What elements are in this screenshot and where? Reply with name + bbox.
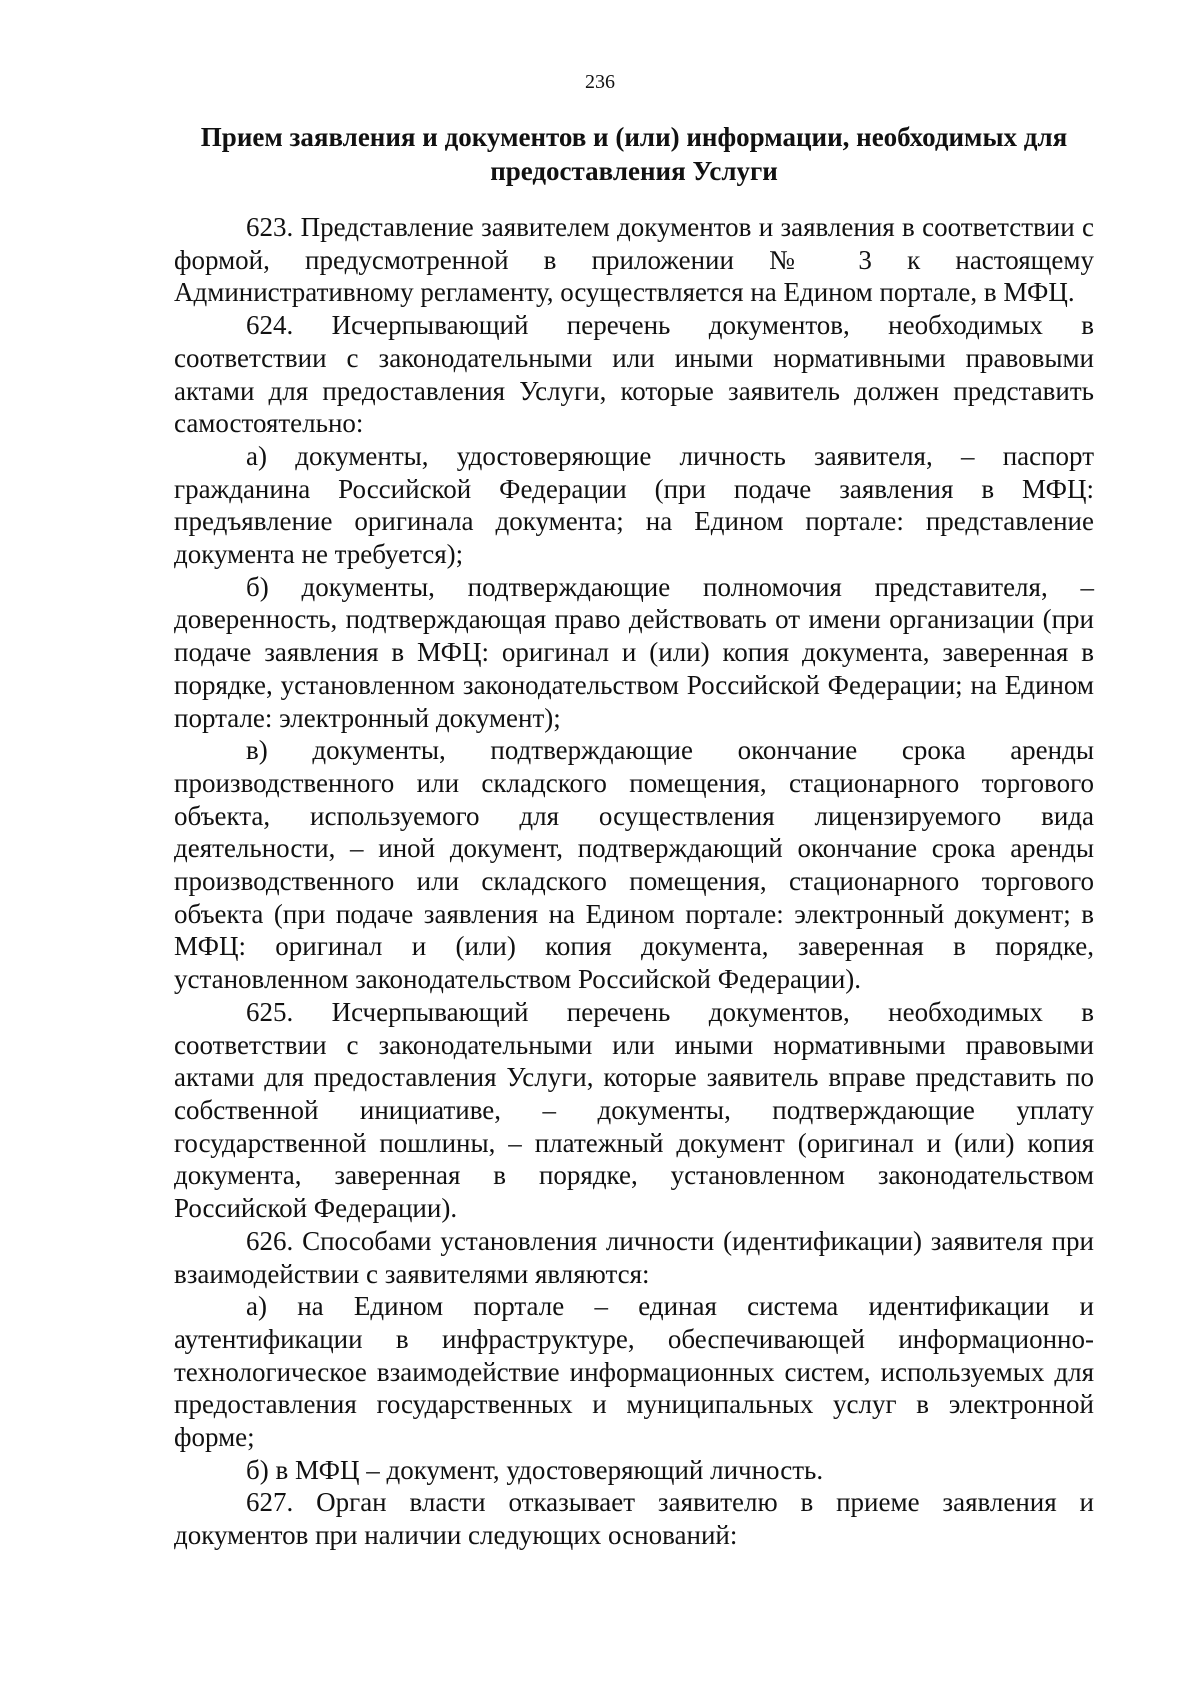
- paragraph-626: 626. Способами установления личности (идентификации) заявителя при взаимодействии с заявителями являются:: [174, 1225, 1094, 1289]
- paragraph-623: 623. Представление заявителем документов и заявления в соответствии с формой, предусмотренной в приложении № 3 к настоящему Административному регламенту, осуществляется на Едином портале, в МФЦ.: [174, 212, 1094, 308]
- section-title: Прием заявления и документов и (или) информации, необходимых для предоставления Услуги: [200, 122, 1068, 186]
- paragraph-624: 624. Исчерпывающий перечень документов, необходимых в соответствии с законодательными или иными нормативными правовыми актами для предоставления Услуги, которые заявитель должен представить самостоятельно:: [174, 310, 1094, 439]
- paragraph-626-a: а) на Едином портале – единая система идентификации и аутентификации в инфраструктуре, обеспечивающей информационно-технологическое взаимодействие информационных систем, используемых для предоставления государственных и муниципальных услуг в электронной форме;: [174, 1291, 1094, 1453]
- paragraph-625: 625. Исчерпывающий перечень документов, необходимых в соответствии с законодательными или иными нормативными правовыми актами для предоставления Услуги, которые заявитель вправе представить по собственной инициативе, – документы, подтверждающие уплату государственной пошлины, – платежный документ (оригинал и (или) копия документа, заверенная в порядке, установленном законодательством Российской Федерации).: [174, 996, 1094, 1224]
- page-number: 236: [585, 71, 615, 93]
- document-body: [174, 211, 1094, 1552]
- paragraph-624-a: а) документы, удостоверяющие личность заявителя, – паспорт гражданина Российской Федерации (при подаче заявления в МФЦ: предъявление оригинала документа; на Едином портале: представление документа не требуется);: [174, 440, 1094, 570]
- paragraph-626-b: б) в МФЦ – документ, удостоверяющий личность.: [246, 1454, 824, 1485]
- paragraph-624-v: в) документы, подтверждающие окончание срока аренды производственного или складского помещения, стационарного торгового объекта, используемого для осуществления лицензируемого вида деятельности, – иной документ, подтверждающий окончание срока аренды производственного или складского помещения, стационарного торгового объекта (при подаче заявления на Едином портале: электронный документ; в МФЦ: оригинал и (или) копия документа, заверенная в порядке, установленном законодательством Российской Федерации).: [174, 735, 1094, 995]
- paragraph-627: 627. Орган власти отказывает заявителю в приеме заявления и документов при наличии следующих оснований:: [174, 1487, 1094, 1551]
- paragraph-624-b: б) документы, подтверждающие полномочия представителя, – доверенность, подтверждающая право действовать от имени организации (при подаче заявления в МФЦ: оригинал и (или) копия документа, заверенная в порядке, установленном законодательством Российской Федерации; на Едином портале: электронный документ);: [174, 571, 1094, 733]
